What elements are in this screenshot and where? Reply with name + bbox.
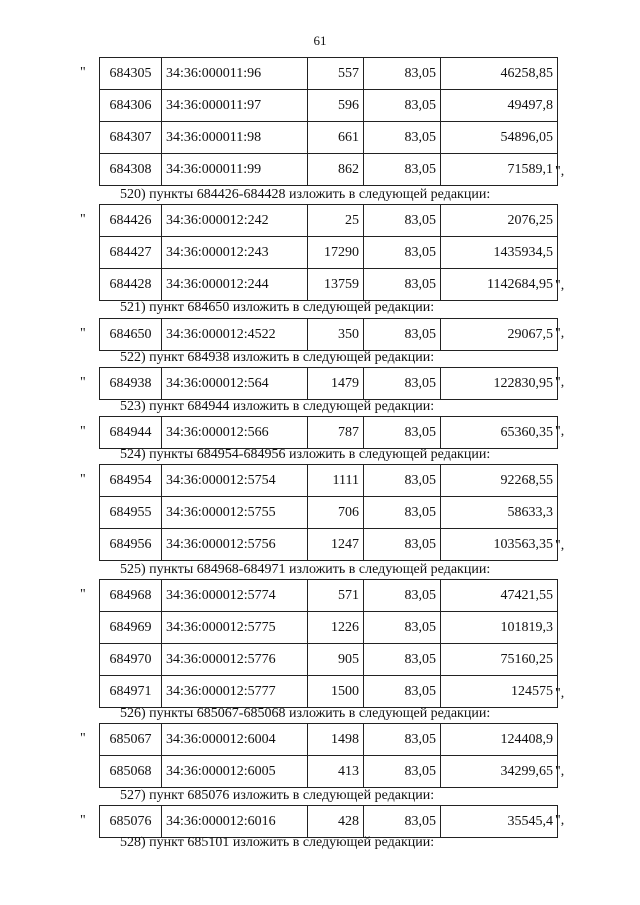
cadastral-number-cell: 34:36:000012:5755	[162, 497, 308, 529]
cadastral-number-cell: 34:36:000011:96	[162, 58, 308, 90]
amount-cell: 101819,3	[441, 612, 558, 644]
closing-quote: ",	[555, 326, 565, 341]
rate-cell: 83,05	[364, 806, 441, 838]
table-row	[100, 676, 558, 708]
rate-cell: 83,05	[364, 612, 441, 644]
data-table	[99, 57, 558, 186]
cadastral-number-cell: 34:36:000012:566	[162, 417, 308, 449]
opening-quote: "	[80, 472, 86, 487]
rate-cell: 83,05	[364, 465, 441, 497]
area-cell: 1111	[308, 465, 364, 497]
amount-cell: 92268,55	[441, 465, 558, 497]
table-row	[100, 368, 558, 400]
opening-quote: "	[80, 424, 86, 439]
amount-cell: 54896,05	[441, 122, 558, 154]
rate-cell: 83,05	[364, 529, 441, 561]
area-cell: 13759	[308, 269, 364, 301]
point-number-cell: 685076	[100, 806, 162, 838]
rate-cell: 83,05	[364, 90, 441, 122]
cadastral-number-cell: 34:36:000012:5756	[162, 529, 308, 561]
cadastral-number-cell: 34:36:000012:6004	[162, 724, 308, 756]
amount-cell: 75160,25	[441, 644, 558, 676]
area-cell: 1500	[308, 676, 364, 708]
point-number-cell: 684944	[100, 417, 162, 449]
section-heading: 526) пункты 685067-685068 изложить в следующей редакции:	[120, 706, 491, 721]
cadastral-number-cell: 34:36:000012:5754	[162, 465, 308, 497]
point-number-cell: 684305	[100, 58, 162, 90]
table-row	[100, 529, 558, 561]
amount-cell: 124408,9	[441, 724, 558, 756]
point-number-cell: 684955	[100, 497, 162, 529]
opening-quote: "	[80, 65, 86, 80]
section-heading: 520) пункты 684426-684428 изложить в следующей редакции:	[120, 187, 491, 202]
closing-quote: ",	[555, 375, 565, 390]
amount-cell: 65360,35	[441, 417, 558, 449]
rate-cell: 83,05	[364, 58, 441, 90]
amount-cell: 1142684,95	[441, 269, 558, 301]
table-row	[100, 756, 558, 788]
point-number-cell: 684308	[100, 154, 162, 186]
opening-quote: "	[80, 813, 86, 828]
cadastral-number-cell: 34:36:000011:99	[162, 154, 308, 186]
cadastral-number-cell: 34:36:000012:6005	[162, 756, 308, 788]
point-number-cell: 684968	[100, 580, 162, 612]
cadastral-number-cell: 34:36:000012:6016	[162, 806, 308, 838]
closing-quote: ",	[555, 686, 565, 701]
cadastral-number-cell: 34:36:000011:97	[162, 90, 308, 122]
section-heading: 522) пункт 684938 изложить в следующей редакции:	[120, 350, 435, 365]
rate-cell: 83,05	[364, 319, 441, 351]
closing-quote: ",	[555, 278, 565, 293]
table-row	[100, 90, 558, 122]
rate-cell: 83,05	[364, 122, 441, 154]
rate-cell: 83,05	[364, 497, 441, 529]
rate-cell: 83,05	[364, 368, 441, 400]
area-cell: 1479	[308, 368, 364, 400]
cadastral-number-cell: 34:36:000012:5774	[162, 580, 308, 612]
point-number-cell: 684307	[100, 122, 162, 154]
area-cell: 596	[308, 90, 364, 122]
rate-cell: 83,05	[364, 756, 441, 788]
data-table	[99, 204, 558, 301]
area-cell: 571	[308, 580, 364, 612]
cadastral-number-cell: 34:36:000012:564	[162, 368, 308, 400]
cadastral-number-cell: 34:36:000012:242	[162, 205, 308, 237]
section-heading: 521) пункт 684650 изложить в следующей редакции:	[120, 300, 435, 315]
point-number-cell: 684428	[100, 269, 162, 301]
closing-quote: ",	[555, 424, 565, 439]
area-cell: 661	[308, 122, 364, 154]
area-cell: 862	[308, 154, 364, 186]
area-cell: 787	[308, 417, 364, 449]
amount-cell: 35545,4	[441, 806, 558, 838]
point-number-cell: 685067	[100, 724, 162, 756]
cadastral-number-cell: 34:36:000012:5776	[162, 644, 308, 676]
area-cell: 428	[308, 806, 364, 838]
point-number-cell: 684970	[100, 644, 162, 676]
cadastral-number-cell: 34:36:000011:98	[162, 122, 308, 154]
area-cell: 413	[308, 756, 364, 788]
section-heading: 527) пункт 685076 изложить в следующей редакции:	[120, 788, 435, 803]
amount-cell: 49497,8	[441, 90, 558, 122]
area-cell: 17290	[308, 237, 364, 269]
point-number-cell: 684971	[100, 676, 162, 708]
cadastral-number-cell: 34:36:000012:244	[162, 269, 308, 301]
data-table	[99, 367, 558, 400]
table-row	[100, 612, 558, 644]
opening-quote: "	[80, 375, 86, 390]
amount-cell: 2076,25	[441, 205, 558, 237]
table-row	[100, 58, 558, 90]
data-table	[99, 805, 558, 838]
section-heading: 525) пункты 684968-684971 изложить в следующей редакции:	[120, 562, 491, 577]
rate-cell: 83,05	[364, 724, 441, 756]
cadastral-number-cell: 34:36:000012:5777	[162, 676, 308, 708]
area-cell: 706	[308, 497, 364, 529]
closing-quote: ",	[555, 164, 565, 179]
amount-cell: 34299,65	[441, 756, 558, 788]
data-table	[99, 318, 558, 351]
area-cell: 905	[308, 644, 364, 676]
table-row	[100, 122, 558, 154]
opening-quote: "	[80, 212, 86, 227]
amount-cell: 1435934,5	[441, 237, 558, 269]
rate-cell: 83,05	[364, 154, 441, 186]
rate-cell: 83,05	[364, 417, 441, 449]
opening-quote: "	[80, 587, 86, 602]
point-number-cell: 684426	[100, 205, 162, 237]
section-heading: 528) пункт 685101 изложить в следующей редакции:	[120, 835, 435, 850]
cadastral-number-cell: 34:36:000012:5775	[162, 612, 308, 644]
amount-cell: 124575	[441, 676, 558, 708]
point-number-cell: 685068	[100, 756, 162, 788]
data-table	[99, 723, 558, 788]
amount-cell: 58633,3	[441, 497, 558, 529]
table-row	[100, 319, 558, 351]
amount-cell: 47421,55	[441, 580, 558, 612]
section-heading: 524) пункты 684954-684956 изложить в следующей редакции:	[120, 447, 491, 462]
point-number-cell: 684427	[100, 237, 162, 269]
area-cell: 1226	[308, 612, 364, 644]
table-row	[100, 497, 558, 529]
table-row	[100, 724, 558, 756]
area-cell: 557	[308, 58, 364, 90]
area-cell: 350	[308, 319, 364, 351]
rate-cell: 83,05	[364, 580, 441, 612]
table-row	[100, 269, 558, 301]
area-cell: 1247	[308, 529, 364, 561]
closing-quote: ",	[555, 538, 565, 553]
data-table	[99, 579, 558, 708]
table-row	[100, 154, 558, 186]
rate-cell: 83,05	[364, 269, 441, 301]
area-cell: 1498	[308, 724, 364, 756]
table-row	[100, 417, 558, 449]
section-heading: 523) пункт 684944 изложить в следующей редакции:	[120, 399, 435, 414]
rate-cell: 83,05	[364, 676, 441, 708]
rate-cell: 83,05	[364, 237, 441, 269]
cadastral-number-cell: 34:36:000012:243	[162, 237, 308, 269]
amount-cell: 122830,95	[441, 368, 558, 400]
point-number-cell: 684954	[100, 465, 162, 497]
data-table	[99, 416, 558, 449]
point-number-cell: 684969	[100, 612, 162, 644]
point-number-cell: 684306	[100, 90, 162, 122]
point-number-cell: 684938	[100, 368, 162, 400]
point-number-cell: 684956	[100, 529, 162, 561]
table-row	[100, 644, 558, 676]
opening-quote: "	[80, 731, 86, 746]
amount-cell: 103563,35	[441, 529, 558, 561]
closing-quote: ",	[555, 813, 565, 828]
table-row	[100, 205, 558, 237]
table-row	[100, 806, 558, 838]
rate-cell: 83,05	[364, 205, 441, 237]
amount-cell: 71589,1	[441, 154, 558, 186]
cadastral-number-cell: 34:36:000012:4522	[162, 319, 308, 351]
point-number-cell: 684650	[100, 319, 162, 351]
data-table	[99, 464, 558, 561]
amount-cell: 46258,85	[441, 58, 558, 90]
area-cell: 25	[308, 205, 364, 237]
amount-cell: 29067,5	[441, 319, 558, 351]
table-row	[100, 465, 558, 497]
closing-quote: ",	[555, 764, 565, 779]
rate-cell: 83,05	[364, 644, 441, 676]
table-row	[100, 580, 558, 612]
opening-quote: "	[80, 326, 86, 341]
table-row	[100, 237, 558, 269]
page-number: 61	[313, 33, 327, 48]
